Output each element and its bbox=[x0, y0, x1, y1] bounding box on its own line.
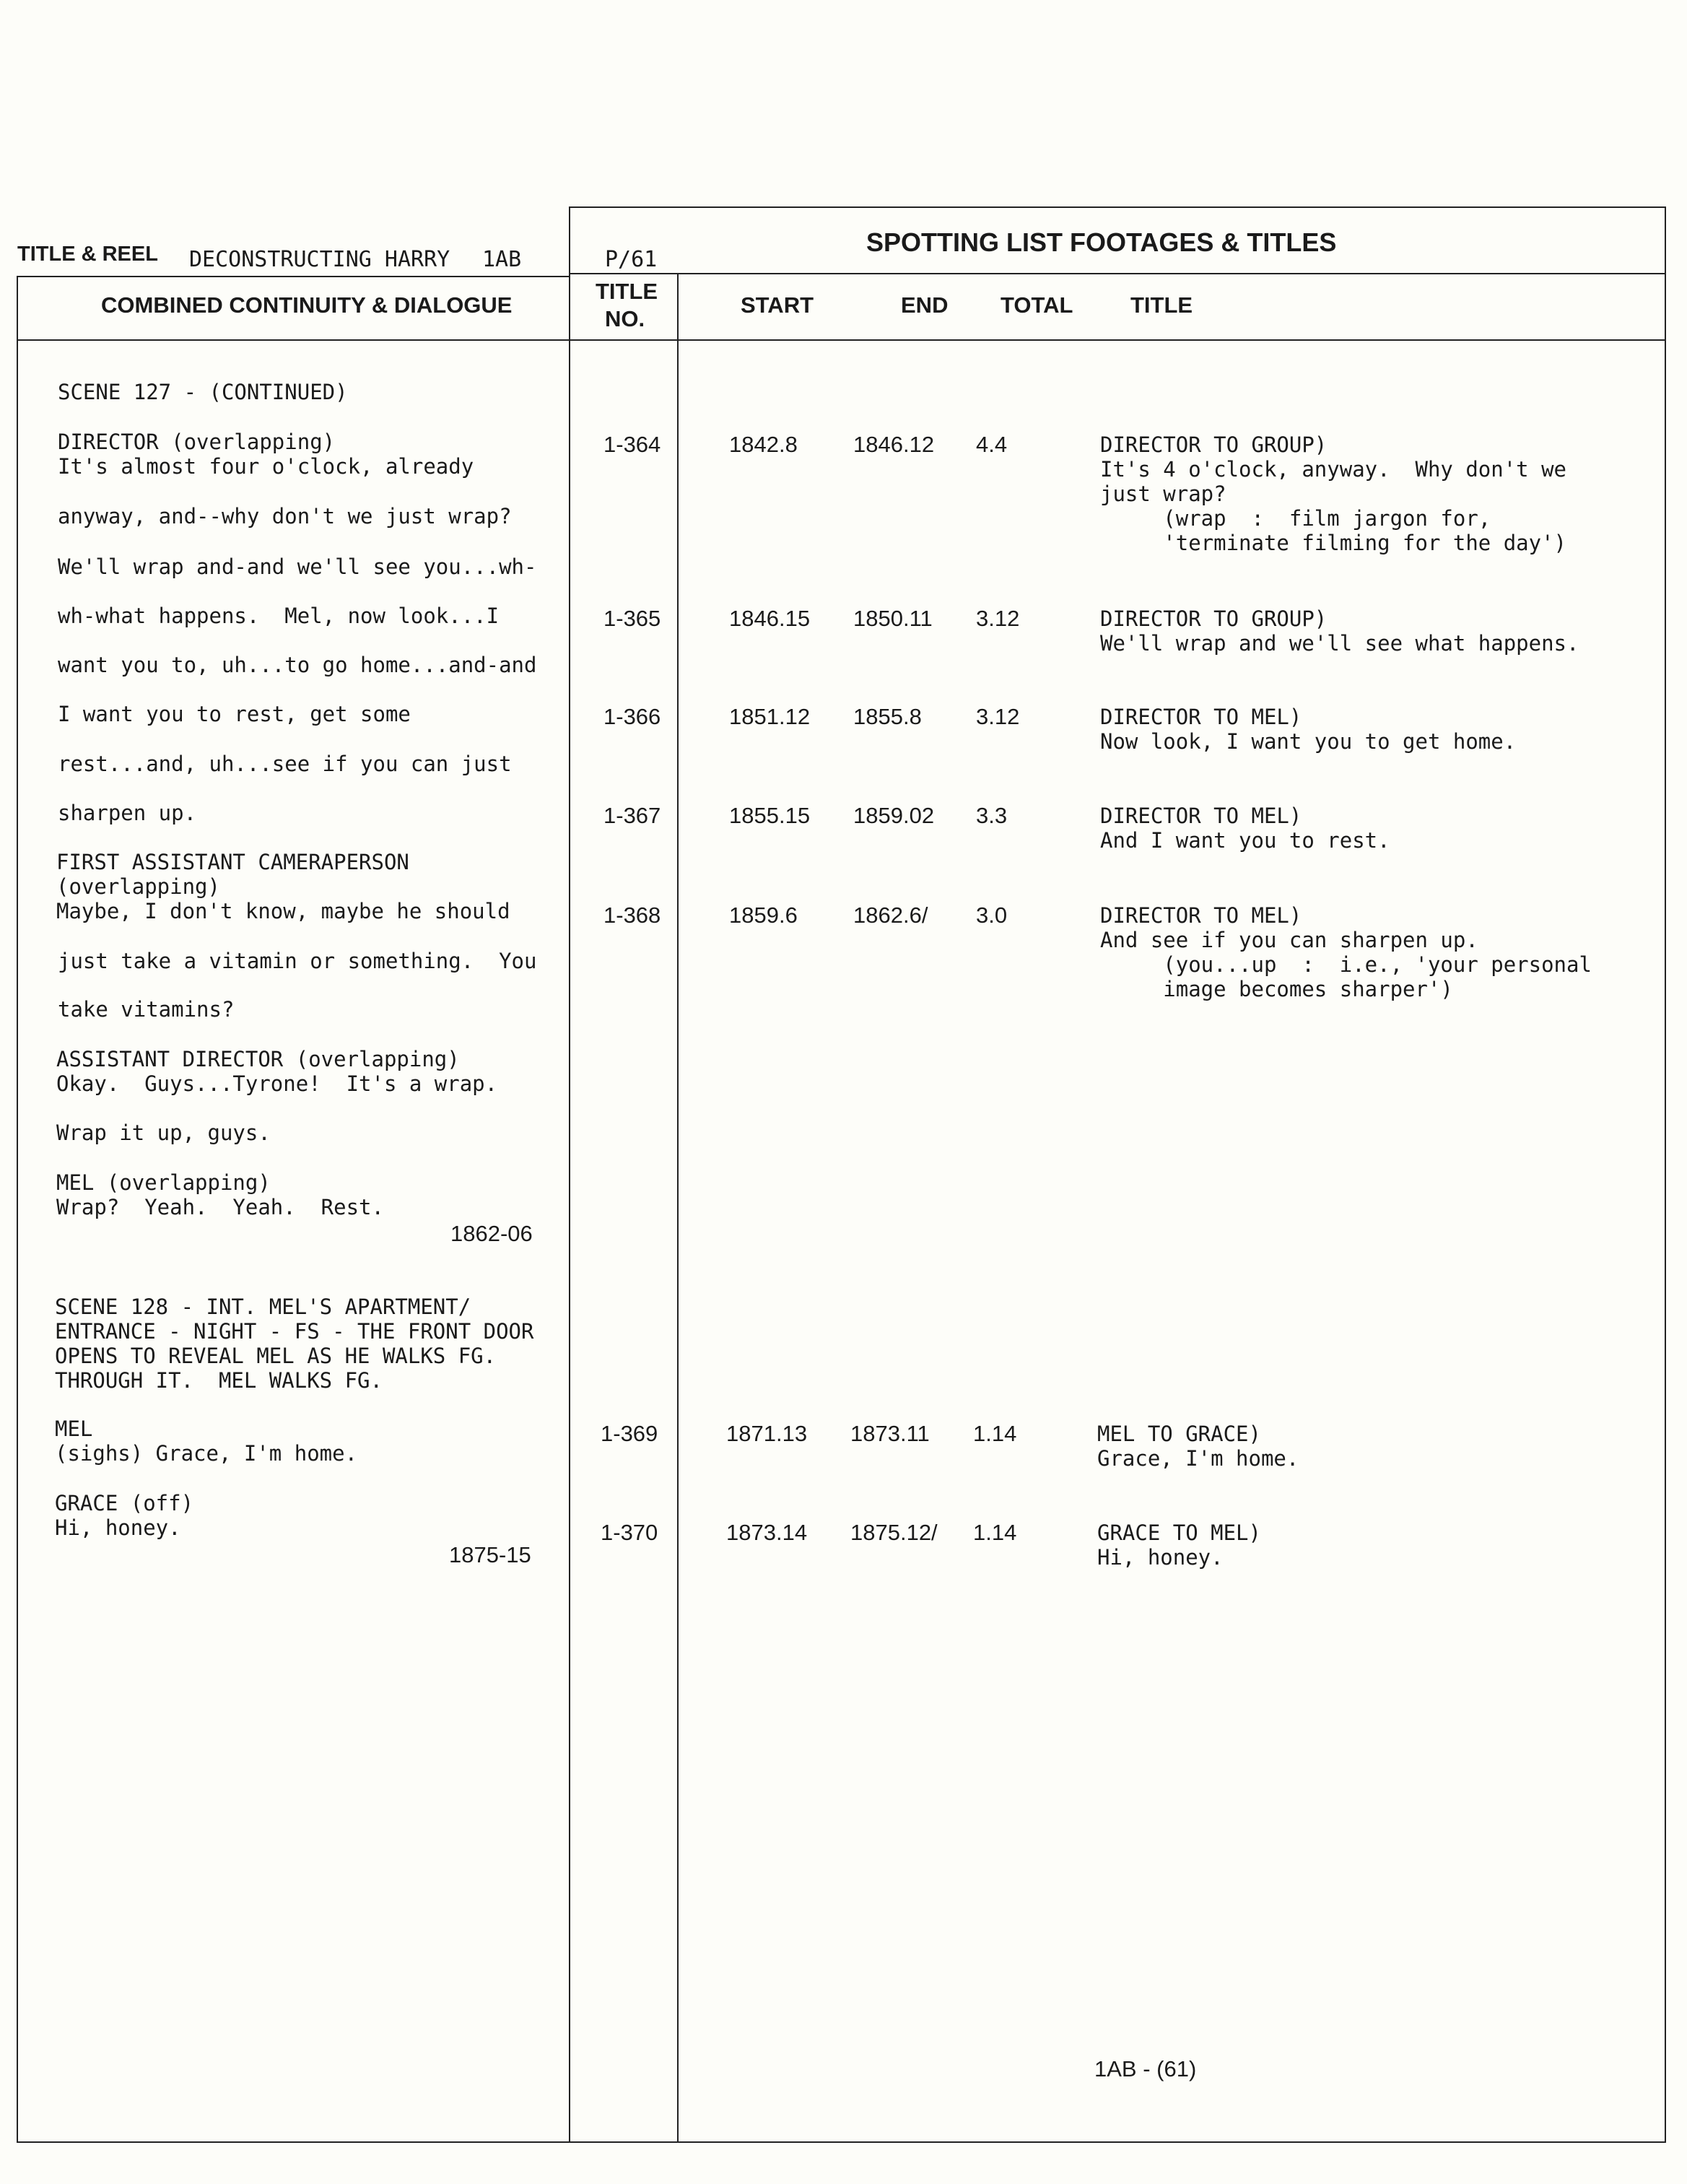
page-code: 1AB - (61) bbox=[1094, 2056, 1197, 2081]
start-footage: 1871.13 bbox=[726, 1421, 808, 1446]
continuity-line: MEL (sighs) Grace, I'm home. bbox=[55, 1417, 358, 1466]
bottom-rule bbox=[17, 2141, 1666, 2143]
subtitle-text: GRACE TO MEL) Hi, honey. bbox=[1097, 1520, 1261, 1570]
film-title: DECONSTRUCTING HARRY bbox=[189, 247, 450, 272]
continuity-line: ASSISTANT DIRECTOR (overlapping) Okay. Guys...Tyrone! It's a wrap. bbox=[56, 1047, 498, 1096]
end-footage: 1873.11 bbox=[850, 1421, 930, 1446]
title-column-header: TITLE bbox=[1130, 292, 1193, 318]
end-footage: 1859.02 bbox=[853, 803, 935, 828]
continuity-scene-128-heading: SCENE 128 - INT. MEL'S APARTMENT/ ENTRANCE - NIGHT - FS - THE FRONT DOOR OPENS TO REVEAL MEL AS HE WALKS FG. THROUGH IT. MEL WALKS FG. bbox=[55, 1295, 534, 1393]
continuity-line: wh-what happens. Mel, now look...I bbox=[58, 604, 500, 628]
total-footage: 3.3 bbox=[976, 803, 1008, 828]
footage-marker: 1862-06 bbox=[450, 1221, 533, 1246]
start-footage: 1851.12 bbox=[729, 704, 811, 729]
continuity-divider bbox=[569, 206, 570, 2143]
title-no-divider bbox=[677, 273, 679, 2143]
continuity-scene-127-heading: SCENE 127 - (CONTINUED) bbox=[58, 380, 348, 404]
end-footage: 1855.8 bbox=[853, 704, 922, 729]
subtitle-text: DIRECTOR TO MEL) And I want you to rest. bbox=[1100, 804, 1390, 853]
footage-marker: 1875-15 bbox=[449, 1542, 531, 1567]
continuity-line: sharpen up. bbox=[58, 801, 197, 825]
end-footage: 1846.12 bbox=[853, 432, 935, 457]
start-footage: 1846.15 bbox=[729, 606, 811, 631]
left-border bbox=[17, 276, 18, 2143]
continuity-column-header: COMBINED CONTINUITY & DIALOGUE bbox=[101, 292, 513, 318]
subtitle-text: DIRECTOR TO MEL) And see if you can sharpen up. (you...up : i.e., 'your personal image becomes sharper') bbox=[1100, 903, 1592, 1001]
continuity-line: FIRST ASSISTANT CAMERAPERSON (overlapping) Maybe, I don't know, maybe he should bbox=[56, 850, 510, 923]
title-number: 1-368 bbox=[603, 902, 661, 928]
total-footage: 3.12 bbox=[976, 606, 1020, 631]
end-footage: 1862.6/ bbox=[853, 902, 928, 928]
continuity-line: just take a vitamin or something. You bbox=[58, 949, 537, 973]
title-number: 1-366 bbox=[603, 704, 661, 729]
start-footage: 1855.15 bbox=[729, 803, 811, 828]
continuity-line: GRACE (off) Hi, honey. bbox=[55, 1491, 194, 1540]
continuity-line: MEL (overlapping) Wrap? Yeah. Yeah. Rest. bbox=[56, 1170, 384, 1219]
title-number: 1-369 bbox=[601, 1421, 658, 1446]
subtitle-text: DIRECTOR TO GROUP) It's 4 o'clock, anyway. Why don't we just wrap? (wrap : film jargon for, 'terminate filming for the day') bbox=[1100, 432, 1567, 555]
continuity-line: take vitamins? bbox=[58, 997, 235, 1022]
title-no-header-line2: NO. bbox=[605, 306, 645, 331]
total-footage: 3.0 bbox=[976, 902, 1008, 928]
subtitle-text: MEL TO GRACE) Grace, I'm home. bbox=[1097, 1422, 1299, 1471]
continuity-line: Wrap it up, guys. bbox=[56, 1121, 271, 1145]
continuity-line: anyway, and--why don't we just wrap? bbox=[58, 504, 512, 528]
start-footage: 1842.8 bbox=[729, 432, 798, 457]
continuity-line: DIRECTOR (overlapping) It's almost four o'clock, already bbox=[58, 430, 474, 479]
header-mid-rule-right bbox=[569, 273, 1666, 274]
start-footage: 1859.6 bbox=[729, 902, 798, 928]
title-no-header-line1: TITLE bbox=[596, 279, 658, 304]
continuity-line: want you to, uh...to go home...and-and bbox=[58, 653, 537, 677]
reel-code: 1AB bbox=[482, 247, 522, 272]
continuity-line: I want you to rest, get some bbox=[58, 702, 411, 726]
subtitle-text: DIRECTOR TO GROUP) We'll wrap and we'll see what happens. bbox=[1100, 606, 1579, 656]
spotting-list-heading: SPOTTING LIST FOOTAGES & TITLES bbox=[866, 227, 1337, 257]
title-reel-label: TITLE & REEL bbox=[17, 243, 158, 266]
total-footage: 3.12 bbox=[976, 704, 1020, 729]
end-footage: 1850.11 bbox=[853, 606, 933, 631]
continuity-line: We'll wrap and-and we'll see you...wh- bbox=[58, 554, 537, 579]
right-border bbox=[1665, 206, 1666, 2143]
total-column-header: TOTAL bbox=[1001, 292, 1073, 318]
subtitle-text: DIRECTOR TO MEL) Now look, I want you to get home. bbox=[1100, 705, 1517, 754]
end-footage: 1875.12/ bbox=[850, 1520, 938, 1545]
title-number: 1-370 bbox=[601, 1520, 658, 1545]
title-number: 1-367 bbox=[603, 803, 661, 828]
title-number: 1-365 bbox=[603, 606, 661, 631]
start-column-header: START bbox=[741, 292, 814, 318]
total-footage: 1.14 bbox=[973, 1421, 1017, 1446]
header-mid-rule-left bbox=[17, 276, 570, 277]
continuity-line: rest...and, uh...see if you can just bbox=[58, 752, 512, 776]
column-header-rule bbox=[17, 339, 1666, 341]
header-top-rule bbox=[569, 206, 1666, 208]
title-number: 1-364 bbox=[603, 432, 661, 457]
total-footage: 4.4 bbox=[976, 432, 1008, 457]
end-column-header: END bbox=[901, 292, 949, 318]
total-footage: 1.14 bbox=[973, 1520, 1017, 1545]
page-number: P/61 bbox=[605, 247, 658, 272]
start-footage: 1873.14 bbox=[726, 1520, 808, 1545]
